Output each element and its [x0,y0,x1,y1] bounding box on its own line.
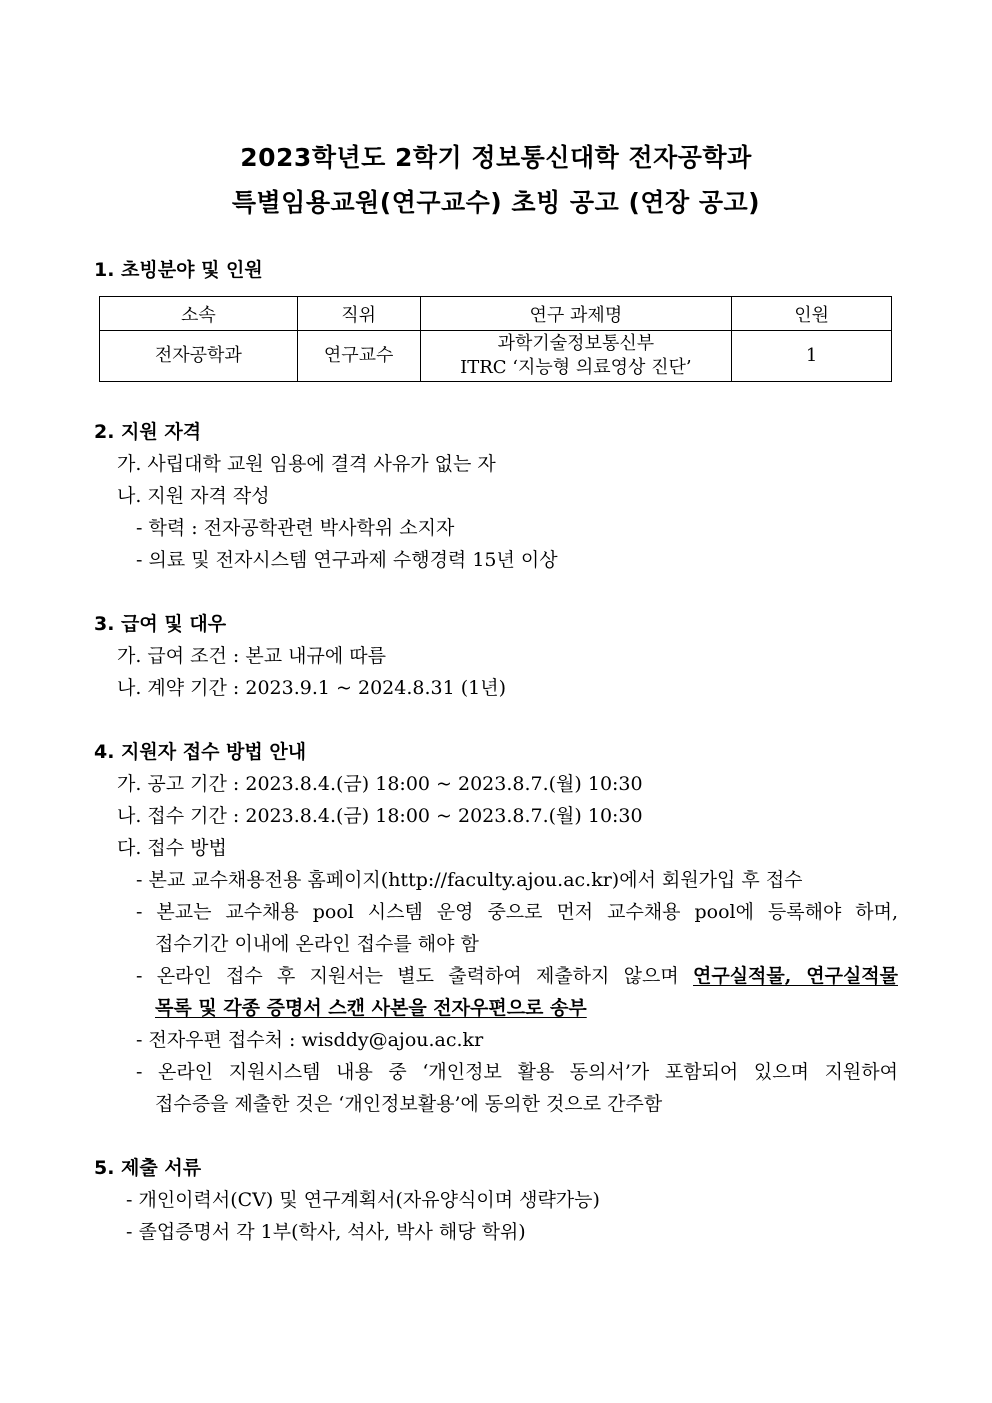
cell-position: 연구교수 [297,331,420,382]
section5-heading: 5. 제출 서류 [94,1157,202,1179]
section2-heading: 2. 지원 자격 [94,421,202,443]
section2-item-a: 가. 사립대학 교원 임용에 결격 사유가 없는 자 [117,453,496,475]
section4-item-c5-line1: - 온라인 지원시스템 내용 중 ‘개인정보 활용 동의서’가 포함되어 있으며 지원하여 [136,1061,898,1083]
c3-emphasis-text-2: 목록 및 각종 증명서 스캔 사본을 전자우편으로 송부 [155,997,587,1019]
c3-plain-text: - 온라인 접수 후 지원서는 별도 출력하여 제출하지 않으며 [136,965,693,987]
section4-item-c4: - 전자우편 접수처 : wisddy@ajou.ac.kr [136,1029,484,1051]
section4-item-c3-line2 [155,996,587,1020]
recruitment-table [99,296,892,382]
project-line2: ITRC ‘지능형 의료영상 진단’ [460,357,692,378]
section4-item-c2-line1: - 본교는 교수채용 pool 시스템 운영 중으로 먼저 교수채용 pool에 등록해야 하며, [136,901,898,923]
table-header-row [100,297,892,331]
section4-item-c2-line2: 접수기간 이내에 온라인 접수를 해야 함 [155,933,479,955]
document-title-line1: 2023학년도 2학기 정보통신대학 전자공학과 [240,143,752,172]
header-position: 직위 [297,297,420,331]
section2-item-b: 나. 지원 자격 작성 [117,485,270,507]
section3-item-b: 나. 계약 기간 : 2023.9.1 ~ 2024.8.31 (1년) [117,677,506,699]
cell-affiliation: 전자공학과 [100,331,298,382]
section5-item-b: - 졸업증명서 각 1부(학사, 석사, 박사 해당 학위) [126,1221,526,1243]
section4-item-c3-line1 [136,964,898,988]
cell-count: 1 [732,331,892,382]
header-project: 연구 과제명 [420,297,732,331]
section3-heading: 3. 급여 및 대우 [94,613,227,635]
section4-item-c1: - 본교 교수채용전용 홈페이지(http://faculty.ajou.ac.kr)에서 회원가입 후 접수 [136,869,803,891]
cell-project [420,331,732,382]
section4-item-c5-line2: 접수증을 제출한 것은 ‘개인정보활용’에 동의한 것으로 간주함 [155,1093,663,1115]
header-count: 인원 [732,297,892,331]
project-line1: 과학기술정보통신부 [497,333,655,354]
section4-heading: 4. 지원자 접수 방법 안내 [94,741,307,763]
header-affiliation: 소속 [100,297,298,331]
section2-item-b2: - 의료 및 전자시스템 연구과제 수행경력 15년 이상 [136,549,558,571]
c3-emphasis-text: 연구실적물, 연구실적물 [693,965,898,987]
table-row [100,331,892,382]
document-title-line2: 특별임용교원(연구교수) 초빙 공고 (연장 공고) [231,188,761,217]
section4-item-a: 가. 공고 기간 : 2023.8.4.(금) 18:00 ~ 2023.8.7.(월) 10:30 [117,773,643,795]
section5-item-a: - 개인이력서(CV) 및 연구계획서(자유양식이며 생략가능) [126,1189,600,1211]
section2-item-b1: - 학력 : 전자공학관련 박사학위 소지자 [136,517,455,539]
section1-heading: 1. 초빙분야 및 인원 [94,259,263,281]
section4-item-b: 나. 접수 기간 : 2023.8.4.(금) 18:00 ~ 2023.8.7.(월) 10:30 [117,805,643,827]
section3-item-a: 가. 급여 조건 : 본교 내규에 따름 [117,645,386,667]
section4-item-c: 다. 접수 방법 [117,837,227,859]
